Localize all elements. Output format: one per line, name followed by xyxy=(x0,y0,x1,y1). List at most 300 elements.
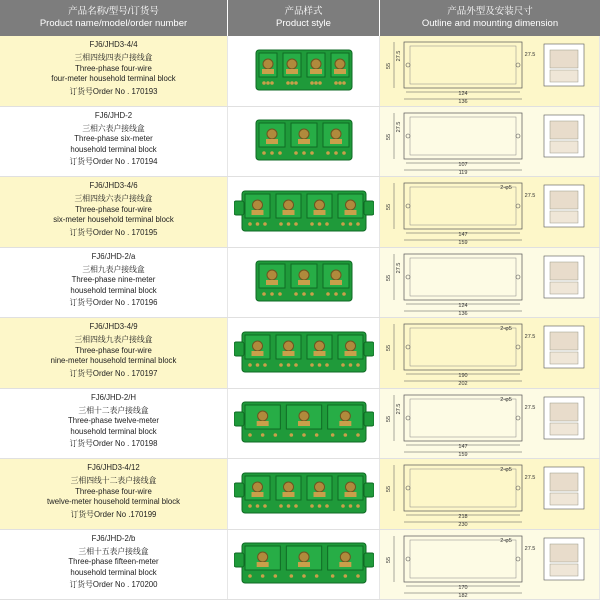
screw-icon xyxy=(340,552,350,562)
dim-height-half-right: 27.5 xyxy=(524,404,536,411)
brass-terminal xyxy=(282,492,294,497)
table-row xyxy=(0,36,600,107)
mounting-hole-right xyxy=(516,275,520,279)
mounting-hole-left xyxy=(406,204,410,208)
side-view-detail xyxy=(550,262,578,280)
dim-height-half-right: 27.5 xyxy=(524,193,536,199)
product-name-en-line2: household terminal block xyxy=(70,426,157,436)
product-name-cn: 三相十五表户接线盒 xyxy=(78,546,149,556)
outline-front xyxy=(404,42,522,88)
brass-terminal xyxy=(330,280,342,285)
screw-icon xyxy=(340,411,350,421)
screw-icon xyxy=(331,129,341,139)
model-code: FJ6/JHD3-4/12 xyxy=(87,463,140,472)
small-screw-icon xyxy=(260,433,264,437)
outline-diagram xyxy=(380,389,598,457)
screw-icon xyxy=(257,552,267,562)
mount-ear-left xyxy=(234,483,244,497)
small-screw-icon xyxy=(279,363,283,367)
small-screw-icon xyxy=(286,222,290,226)
mounting-hole-left xyxy=(406,345,410,349)
mounting-hole-left xyxy=(406,486,410,490)
small-screw-icon xyxy=(302,574,306,578)
small-screw-icon xyxy=(294,222,298,226)
product-name-cn: 三相十二表户接线盒 xyxy=(78,405,149,415)
small-screw-icon xyxy=(289,433,293,437)
product-name-cn: 三相四线九表户接线盒 xyxy=(74,335,153,345)
brass-terminal xyxy=(251,351,263,356)
small-screw-icon xyxy=(317,363,321,367)
outline-inner xyxy=(410,258,516,296)
small-screw-icon xyxy=(286,363,290,367)
small-screw-icon xyxy=(326,292,330,296)
brass-terminal xyxy=(282,210,294,215)
mount-ear-left xyxy=(234,412,244,426)
small-screw-icon xyxy=(318,81,322,85)
order-number: 订货号Order No . 170197 xyxy=(69,368,158,378)
dim-height: 55 xyxy=(386,133,392,140)
brass-terminal xyxy=(266,280,278,285)
small-screw-icon xyxy=(263,222,267,226)
small-screw-icon xyxy=(248,433,252,437)
outline-inner xyxy=(410,117,516,155)
dimension-drawing xyxy=(380,36,600,106)
side-view-base xyxy=(550,352,578,364)
product-name-en-line1: Three-phase six-meter xyxy=(74,134,153,144)
header-col3-en: Outline and mounting dimension xyxy=(421,18,559,29)
brass-terminal xyxy=(339,421,351,426)
small-screw-icon xyxy=(255,222,259,226)
table-row xyxy=(0,459,600,530)
small-screw-icon xyxy=(325,222,329,226)
small-screw-icon xyxy=(343,433,347,437)
screw-icon xyxy=(335,59,345,69)
mount-ear-right xyxy=(364,342,374,356)
dimension-drawing xyxy=(380,107,600,177)
dim-height-half-left: 27.5 xyxy=(396,262,402,273)
product-photo xyxy=(228,530,380,600)
small-screw-icon xyxy=(330,574,334,578)
brass-terminal xyxy=(313,351,325,356)
header-col1-cn: 产品名称/型号/订货号 xyxy=(68,6,159,17)
dim-width-outer: 136 xyxy=(458,99,468,104)
small-screw-icon xyxy=(325,504,329,508)
brass-terminal xyxy=(313,492,325,497)
small-screw-icon xyxy=(341,504,345,508)
dim-width-outer: 182 xyxy=(458,592,468,598)
dim-hole-label: 2-φ5 xyxy=(500,467,512,473)
small-screw-icon xyxy=(248,504,252,508)
mounting-hole-left xyxy=(406,416,410,420)
header-col3-cn: 产品外型及安装尺寸 xyxy=(447,6,533,17)
terminal-block-illustration xyxy=(234,463,374,525)
side-view-base xyxy=(550,564,578,576)
order-number: 订货号Order No . 170194 xyxy=(69,157,158,167)
small-screw-icon xyxy=(310,81,314,85)
small-screw-icon xyxy=(342,292,346,296)
side-view-detail xyxy=(550,473,578,491)
product-info xyxy=(0,107,228,177)
mounting-hole-right xyxy=(516,557,520,561)
small-screw-icon xyxy=(310,504,314,508)
header-product-name xyxy=(0,0,228,36)
small-screw-icon xyxy=(294,504,298,508)
small-screw-icon xyxy=(310,363,314,367)
outline-diagram xyxy=(380,177,598,245)
product-name-en-line1: Three-phase four-wire xyxy=(75,486,152,496)
mounting-hole-right xyxy=(516,63,520,67)
small-screw-icon xyxy=(262,81,266,85)
outline-inner xyxy=(410,46,516,84)
product-name-en-line1: Three-phase fifteen-meter xyxy=(68,557,159,567)
mounting-hole-left xyxy=(406,134,410,138)
small-screw-icon xyxy=(294,151,298,155)
side-view-detail xyxy=(550,332,578,350)
outline-inner xyxy=(410,187,516,225)
screw-icon xyxy=(311,59,321,69)
screw-icon xyxy=(267,270,277,280)
dim-height-half-left: 27.5 xyxy=(396,121,402,132)
small-screw-icon xyxy=(248,222,252,226)
terminal-block-illustration xyxy=(234,110,374,172)
dim-height: 55 xyxy=(386,274,392,281)
small-screw-icon xyxy=(263,504,267,508)
screw-icon xyxy=(283,482,293,492)
product-name-cn: 三相六表户接线盒 xyxy=(82,123,145,133)
brass-terminal xyxy=(251,492,263,497)
screw-icon xyxy=(252,482,262,492)
product-name-en-line1: Three-phase four-wire xyxy=(75,204,152,214)
product-name-en-line2: nine-meter household terminal block xyxy=(50,356,177,366)
side-view-base xyxy=(550,282,578,294)
small-screw-icon xyxy=(356,363,360,367)
small-screw-icon xyxy=(348,363,352,367)
side-view-base xyxy=(550,211,578,223)
dim-hole-label: 2-φ5 xyxy=(500,326,512,332)
terminal-block-illustration xyxy=(234,181,374,243)
small-screw-icon xyxy=(262,292,266,296)
header-product-style xyxy=(228,0,380,36)
dim-width-inner: 124 xyxy=(458,302,468,309)
product-name-en-line2: household terminal block xyxy=(70,285,157,295)
model-code: FJ6/JHD3-4/6 xyxy=(89,181,138,190)
dim-width-inner: 170 xyxy=(458,584,468,591)
mounting-hole-right xyxy=(516,416,520,420)
order-number: 订货号Order No . 170195 xyxy=(69,227,158,237)
mount-ear-right xyxy=(364,553,374,567)
table-row xyxy=(0,389,600,460)
brass-terminal xyxy=(339,562,351,567)
outline-diagram xyxy=(380,318,598,386)
outline-diagram xyxy=(380,107,598,175)
small-screw-icon xyxy=(294,292,298,296)
screw-icon xyxy=(299,270,309,280)
product-photo xyxy=(228,177,380,247)
small-screw-icon xyxy=(342,81,346,85)
dim-hole-label: 2-φ5 xyxy=(500,185,512,191)
small-screw-icon xyxy=(356,574,360,578)
brass-terminal xyxy=(344,210,356,215)
small-screw-icon xyxy=(310,292,314,296)
small-screw-icon xyxy=(289,574,293,578)
small-screw-icon xyxy=(302,433,306,437)
product-name-en-line1: Three-phase nine-meter xyxy=(71,275,156,285)
header-col2-en: Product style xyxy=(276,18,331,29)
outline-diagram xyxy=(380,459,598,527)
mounting-hole-right xyxy=(516,486,520,490)
dim-hole-label: 2-φ5 xyxy=(500,396,512,403)
table-row xyxy=(0,107,600,178)
dim-height: 55 xyxy=(386,344,392,352)
product-info xyxy=(0,177,228,247)
product-name-en-line2: twelve-meter household terminal block xyxy=(46,497,181,507)
dimension-drawing xyxy=(380,389,600,459)
model-code: FJ6/JHD3-4/9 xyxy=(89,322,138,331)
header-col2-cn: 产品样式 xyxy=(284,6,323,17)
screw-icon xyxy=(299,552,309,562)
small-screw-icon xyxy=(294,81,298,85)
dim-height: 55 xyxy=(386,62,392,70)
product-name-cn: 三相四线六表户接线盒 xyxy=(74,194,153,204)
product-name-en-line1: Three-phase twelve-meter xyxy=(67,416,159,426)
small-screw-icon xyxy=(263,363,267,367)
brass-terminal xyxy=(298,562,310,567)
dim-width-inner: 147 xyxy=(458,443,468,450)
dim-width-outer: 202 xyxy=(458,381,468,386)
screw-icon xyxy=(283,200,293,210)
mount-ear-right xyxy=(364,412,374,426)
brass-terminal xyxy=(298,421,310,426)
screw-icon xyxy=(345,482,355,492)
screw-icon xyxy=(345,200,355,210)
dim-width-outer: 230 xyxy=(458,522,468,527)
outline-inner xyxy=(410,537,516,578)
table-row xyxy=(0,318,600,389)
screw-icon xyxy=(257,411,267,421)
screw-icon xyxy=(331,270,341,280)
product-name-en-line1: Three-phase four-wire xyxy=(75,345,152,355)
dim-hole-label: 2-φ5 xyxy=(500,537,512,544)
model-code: FJ6/JHD3-4/4 xyxy=(89,40,138,49)
small-screw-icon xyxy=(255,504,259,508)
small-screw-icon xyxy=(286,81,290,85)
small-screw-icon xyxy=(317,504,321,508)
dim-height-half-right: 27.5 xyxy=(524,334,536,340)
mount-ear-right xyxy=(364,483,374,497)
small-screw-icon xyxy=(330,433,334,437)
product-photo xyxy=(228,248,380,318)
product-info xyxy=(0,389,228,459)
dim-height-half-right: 27.5 xyxy=(524,475,536,481)
small-screw-icon xyxy=(273,433,277,437)
small-screw-icon xyxy=(290,81,294,85)
product-name-en-line1: Three-phase four-wire xyxy=(75,63,152,73)
dimension-drawing xyxy=(380,177,600,247)
dim-height-half-left: 27.5 xyxy=(396,50,402,62)
dim-height-half-right: 27.5 xyxy=(524,545,536,552)
product-info xyxy=(0,459,228,529)
side-view-detail xyxy=(550,191,578,209)
dim-height-half-right: 27.5 xyxy=(524,52,536,58)
table-row xyxy=(0,530,600,601)
product-photo xyxy=(228,389,380,459)
small-screw-icon xyxy=(314,574,318,578)
small-screw-icon xyxy=(326,151,330,155)
mounting-hole-right xyxy=(516,345,520,349)
side-view-base xyxy=(550,493,578,505)
small-screw-icon xyxy=(348,504,352,508)
small-screw-icon xyxy=(294,363,298,367)
terminal-block-illustration xyxy=(234,533,374,595)
product-info xyxy=(0,248,228,318)
small-screw-icon xyxy=(248,574,252,578)
order-number: 订货号Order No . 170196 xyxy=(69,298,158,308)
dimension-drawing xyxy=(380,318,600,388)
small-screw-icon xyxy=(310,151,314,155)
small-screw-icon xyxy=(348,222,352,226)
brass-terminal xyxy=(256,562,268,567)
small-screw-icon xyxy=(341,363,345,367)
small-screw-icon xyxy=(310,222,314,226)
table-header xyxy=(0,0,600,36)
small-screw-icon xyxy=(341,222,345,226)
dim-height: 55 xyxy=(386,556,392,563)
screw-icon xyxy=(287,59,297,69)
order-number: 订货号Order No . 170193 xyxy=(69,86,158,96)
small-screw-icon xyxy=(266,81,270,85)
small-screw-icon xyxy=(270,292,274,296)
screw-icon xyxy=(252,341,262,351)
product-info xyxy=(0,318,228,388)
brass-terminal xyxy=(310,69,322,74)
terminal-block-illustration xyxy=(234,251,374,313)
dim-height: 55 xyxy=(386,203,392,211)
dim-width-inner: 218 xyxy=(458,514,468,520)
product-photo xyxy=(228,36,380,106)
product-name-en-line2: four-meter household terminal block xyxy=(51,74,176,84)
order-number: 订货号Order No . 170200 xyxy=(69,580,158,590)
dim-height: 55 xyxy=(386,415,392,422)
small-screw-icon xyxy=(273,574,277,578)
small-screw-icon xyxy=(260,574,264,578)
brass-terminal xyxy=(286,69,298,74)
mounting-hole-left xyxy=(406,63,410,67)
outline-inner xyxy=(410,328,516,366)
brass-terminal xyxy=(251,210,263,215)
outline-front xyxy=(404,113,522,159)
small-screw-icon xyxy=(334,151,338,155)
order-number: 订货号Order No .170199 xyxy=(70,509,157,519)
mount-ear-left xyxy=(234,201,244,215)
screw-icon xyxy=(299,411,309,421)
brass-terminal xyxy=(330,139,342,144)
brass-terminal xyxy=(344,492,356,497)
product-photo xyxy=(228,107,380,177)
screw-icon xyxy=(252,200,262,210)
small-screw-icon xyxy=(302,292,306,296)
side-view-base xyxy=(550,423,578,435)
small-screw-icon xyxy=(314,433,318,437)
screw-icon xyxy=(263,59,273,69)
product-name-cn: 三相四线四表户接线盒 xyxy=(74,53,153,63)
product-name-cn: 三相四线十二表户接线盒 xyxy=(70,476,157,486)
dim-width-outer: 119 xyxy=(458,169,468,175)
product-info xyxy=(0,36,228,106)
small-screw-icon xyxy=(248,363,252,367)
header-col1-en: Product name/model/order number xyxy=(39,18,188,29)
small-screw-icon xyxy=(356,433,360,437)
small-screw-icon xyxy=(270,81,274,85)
product-info xyxy=(0,530,228,600)
small-screw-icon xyxy=(302,151,306,155)
table-body xyxy=(0,36,600,600)
screw-icon xyxy=(283,341,293,351)
brass-terminal xyxy=(298,280,310,285)
side-view-base xyxy=(550,141,578,153)
brass-terminal xyxy=(262,69,274,74)
outline-diagram xyxy=(380,36,598,104)
small-screw-icon xyxy=(278,292,282,296)
small-screw-icon xyxy=(317,222,321,226)
mounting-hole-left xyxy=(406,275,410,279)
dim-width-inner: 124 xyxy=(458,91,468,97)
side-view-base xyxy=(550,70,578,82)
mount-ear-left xyxy=(234,342,244,356)
dim-width-inner: 147 xyxy=(458,232,468,238)
side-view-detail xyxy=(550,544,578,562)
brass-terminal xyxy=(334,69,346,74)
small-screw-icon xyxy=(338,81,342,85)
side-view-detail xyxy=(550,403,578,421)
side-view-detail xyxy=(550,50,578,68)
product-name-en-line2: six-meter household terminal block xyxy=(53,215,174,225)
dim-width-outer: 159 xyxy=(458,451,468,457)
dim-width-inner: 190 xyxy=(458,373,468,379)
mounting-hole-right xyxy=(516,204,520,208)
dimension-drawing xyxy=(380,459,600,529)
product-name-en-line2: household terminal block xyxy=(70,144,157,154)
terminal-block-illustration xyxy=(234,322,374,384)
terminal-block-illustration xyxy=(234,40,374,102)
mounting-hole-right xyxy=(516,134,520,138)
small-screw-icon xyxy=(356,504,360,508)
brass-terminal xyxy=(313,210,325,215)
dim-height: 55 xyxy=(386,485,392,493)
small-screw-icon xyxy=(286,504,290,508)
brass-terminal xyxy=(282,351,294,356)
screw-icon xyxy=(345,341,355,351)
product-photo xyxy=(228,318,380,388)
small-screw-icon xyxy=(356,222,360,226)
mount-ear-right xyxy=(364,201,374,215)
screw-icon xyxy=(314,200,324,210)
product-name-en-line2: household terminal block xyxy=(70,567,157,577)
model-code: FJ6/JHD-2 xyxy=(94,110,133,120)
brass-terminal xyxy=(298,139,310,144)
order-number: 订货号Order No . 170198 xyxy=(69,439,158,449)
brass-terminal xyxy=(344,351,356,356)
table-row xyxy=(0,248,600,319)
dim-width-outer: 136 xyxy=(458,310,468,316)
outline-front xyxy=(404,254,522,300)
brass-terminal xyxy=(266,139,278,144)
table-row xyxy=(0,177,600,248)
small-screw-icon xyxy=(270,151,274,155)
dim-width-inner: 107 xyxy=(458,161,468,168)
small-screw-icon xyxy=(314,81,318,85)
brass-terminal xyxy=(256,421,268,426)
small-screw-icon xyxy=(334,81,338,85)
